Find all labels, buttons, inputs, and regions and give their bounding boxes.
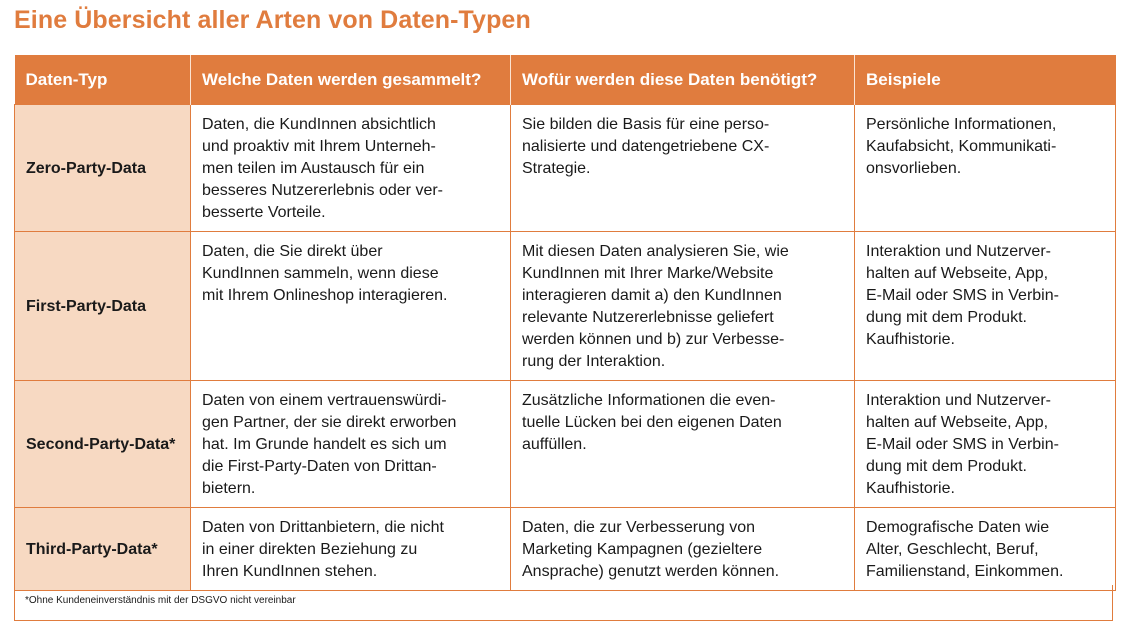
cell-collected: Daten, die KundInnen absichtlich und proaktiv mit Ihrem Unterneh- men teilen im Austausch für ein besseres Nutzererlebnis oder ver- besserte Vorteile. (191, 105, 511, 232)
table-row (15, 508, 1116, 591)
data-types-table-container (14, 55, 1115, 591)
cell-purpose: Zusätzliche Informationen die even- tuelle Lücken bei den eigenen Daten auffüllen. (511, 381, 855, 508)
cell-purpose: Sie bilden die Basis für eine perso- nalisierte und datengetriebene CX- Strategie. (511, 105, 855, 232)
header-data-type: Daten-Typ (15, 55, 191, 105)
cell-data-type: Third-Party-Data* (15, 508, 191, 591)
cell-examples: Demografische Daten wie Alter, Geschlecht, Beruf, Familienstand, Einkommen. (855, 508, 1116, 591)
cell-data-type: First-Party-Data (15, 232, 191, 381)
cell-data-type: Second-Party-Data* (15, 381, 191, 508)
table-row (15, 105, 1116, 232)
table-row (15, 381, 1116, 508)
cell-collected: Daten von Drittanbietern, die nicht in einer direkten Beziehung zu Ihren KundInnen stehen. (191, 508, 511, 591)
cell-purpose: Daten, die zur Verbesserung von Marketing Kampagnen (gezieltere Ansprache) genutzt werden können. (511, 508, 855, 591)
cell-collected: Daten, die Sie direkt über KundInnen sammeln, wenn diese mit Ihrem Onlineshop interagieren. (191, 232, 511, 381)
page-title: Eine Übersicht aller Arten von Daten-Typen (14, 6, 531, 34)
cell-examples: Interaktion und Nutzerver- halten auf Webseite, App, E-Mail oder SMS in Verbin- dung mit dem Produkt. Kaufhistorie. (855, 232, 1116, 381)
table-header-row (15, 55, 1116, 105)
footnote: *Ohne Kundeneinverständnis mit der DSGVO nicht vereinbar (14, 585, 1113, 621)
table-row (15, 232, 1116, 381)
cell-examples: Interaktion und Nutzerver- halten auf Webseite, App, E-Mail oder SMS in Verbin- dung mit dem Produkt. Kaufhistorie. (855, 381, 1116, 508)
cell-examples: Persönliche Informationen, Kaufabsicht, Kommunikati- onsvorlieben. (855, 105, 1116, 232)
header-collected: Welche Daten werden gesammelt? (191, 55, 511, 105)
data-types-table (14, 55, 1116, 591)
cell-collected: Daten von einem vertrauenswürdi- gen Partner, der sie direkt erworben hat. Im Grunde handelt es sich um die First-Party-Daten von Drittan- bietern. (191, 381, 511, 508)
header-purpose: Wofür werden diese Daten benötigt? (511, 55, 855, 105)
header-examples: Beispiele (855, 55, 1116, 105)
cell-data-type: Zero-Party-Data (15, 105, 191, 232)
cell-purpose: Mit diesen Daten analysieren Sie, wie KundInnen mit Ihrer Marke/Website interagieren damit a) den KundInnen relevante Nutzererlebnisse geliefert werden können und b) zur Verbesse- rung der Interaktion. (511, 232, 855, 381)
